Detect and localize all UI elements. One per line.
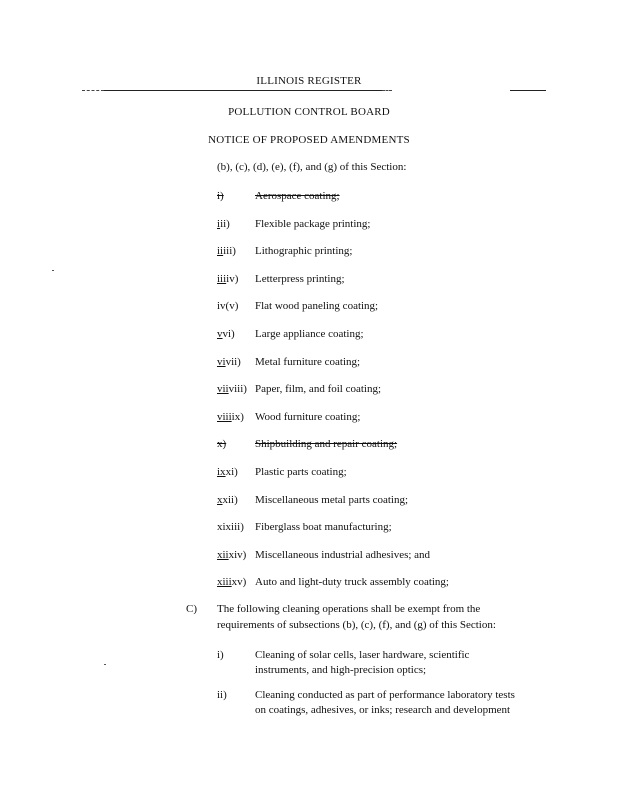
notice-title: NOTICE OF PROPOSED AMENDMENTS — [208, 134, 410, 146]
list-item-number — [217, 300, 238, 312]
list-item-number — [217, 411, 244, 423]
list-item — [217, 576, 449, 588]
header-rule-right — [510, 90, 546, 91]
list-item-number — [217, 438, 226, 450]
number-tail: xixiii) — [217, 521, 244, 533]
list-item-text: Auto and light-duty truck assembly coating; — [255, 576, 449, 588]
section-c-label: C) — [186, 603, 197, 615]
sub-item-1-number: i) — [217, 649, 224, 661]
sub-item-2-line1: Cleaning conducted as part of performance laboratory tests — [255, 689, 515, 701]
number-tail: vi) — [222, 328, 235, 340]
list-item-number — [217, 521, 244, 533]
list-item-text: Plastic parts coating; — [255, 466, 347, 478]
list-item-number — [217, 273, 238, 285]
list-item — [217, 300, 378, 312]
list-item — [217, 466, 347, 478]
list-item — [217, 356, 360, 368]
list-item — [217, 521, 392, 533]
inserted-number: vi — [217, 356, 226, 368]
list-item — [217, 190, 340, 202]
number-tail: vii) — [225, 356, 241, 368]
list-item — [217, 328, 364, 340]
list-item-number — [217, 190, 224, 202]
list-item-text: Fiberglass boat manufacturing; — [255, 521, 392, 533]
list-item-text: Wood furniture coating; — [255, 411, 361, 423]
list-item-number — [217, 328, 235, 340]
list-item-text: Aerospace coating; — [255, 190, 340, 202]
inserted-number: viii — [217, 411, 232, 423]
number-tail: iii) — [223, 245, 236, 257]
list-item-text: Miscellaneous industrial adhesives; and — [255, 549, 431, 561]
list-item-text: Flexible package printing; — [255, 218, 371, 230]
list-item — [217, 438, 397, 450]
number-tail: viii) — [228, 383, 247, 395]
list-item-number — [217, 549, 246, 561]
list-item-text: Letterpress printing; — [255, 273, 345, 285]
sub-item-2-line2: on coatings, adhesives, or inks; research and development — [255, 704, 511, 716]
number-tail: xii) — [222, 494, 238, 506]
number-tail: ii) — [220, 218, 230, 230]
inserted-number: v — [217, 328, 223, 340]
list-item-number — [217, 494, 238, 506]
section-c-line2: requirements of subsections (b), (c), (f), and (g) of this Section: — [217, 619, 496, 631]
header-rule — [104, 90, 382, 91]
scan-speck — [104, 664, 106, 665]
deleted-number: x) — [217, 438, 227, 450]
list-item — [217, 383, 381, 395]
list-item — [217, 273, 345, 285]
list-item-number — [217, 383, 247, 395]
list-item — [217, 494, 408, 506]
list-item-number — [217, 466, 238, 478]
inserted-number: xiii — [217, 576, 232, 588]
header-rule-dash-left — [82, 90, 104, 91]
list-item — [217, 411, 360, 423]
sub-item-1-line2: instruments, and high-precision optics; — [255, 664, 427, 676]
number-tail: iv) — [226, 273, 239, 285]
section-c-line1: The following cleaning operations shall be exempt from the — [217, 603, 481, 615]
number-tail: iv(v) — [217, 300, 239, 312]
list-item-number — [217, 218, 230, 230]
number-tail: xi) — [225, 466, 238, 478]
scan-speck — [52, 270, 54, 271]
inserted-number: vii — [217, 383, 229, 395]
inserted-number: ii — [217, 245, 224, 257]
list-item-number — [217, 576, 246, 588]
list-item-text: Shipbuilding and repair coating; — [255, 438, 398, 450]
list-item-text: Paper, film, and foil coating; — [255, 383, 382, 395]
intro-text: (b), (c), (d), (e), (f), and (g) of this Section: — [217, 161, 407, 173]
deleted-number: i) — [217, 190, 224, 202]
list-item-text: Miscellaneous metal parts coating; — [255, 494, 409, 506]
inserted-number: ix — [217, 466, 226, 478]
list-item-text: Flat wood paneling coating; — [255, 300, 379, 312]
list-item — [217, 245, 352, 257]
list-item — [217, 549, 430, 561]
list-item-text: Large appliance coating; — [255, 328, 364, 340]
board-title: POLLUTION CONTROL BOARD — [228, 106, 390, 118]
list-item-number — [217, 356, 241, 368]
inserted-number: iii — [217, 273, 227, 285]
list-item-text: Lithographic printing; — [255, 245, 353, 257]
inserted-number: x — [217, 494, 223, 506]
register-title: ILLINOIS REGISTER — [256, 75, 362, 87]
list-item — [217, 218, 370, 230]
list-item-text: Metal furniture coating; — [255, 356, 361, 368]
sub-item-2-number: ii) — [217, 689, 227, 701]
number-tail: xiv) — [228, 549, 247, 561]
sub-item-1-line1: Cleaning of solar cells, laser hardware, scientific — [255, 649, 470, 661]
inserted-number: xii — [217, 549, 229, 561]
inserted-number: i — [217, 218, 221, 230]
header-rule-dash-mid — [382, 90, 392, 91]
list-item-number — [217, 245, 236, 257]
number-tail: ix) — [231, 411, 244, 423]
number-tail: xv) — [231, 576, 247, 588]
